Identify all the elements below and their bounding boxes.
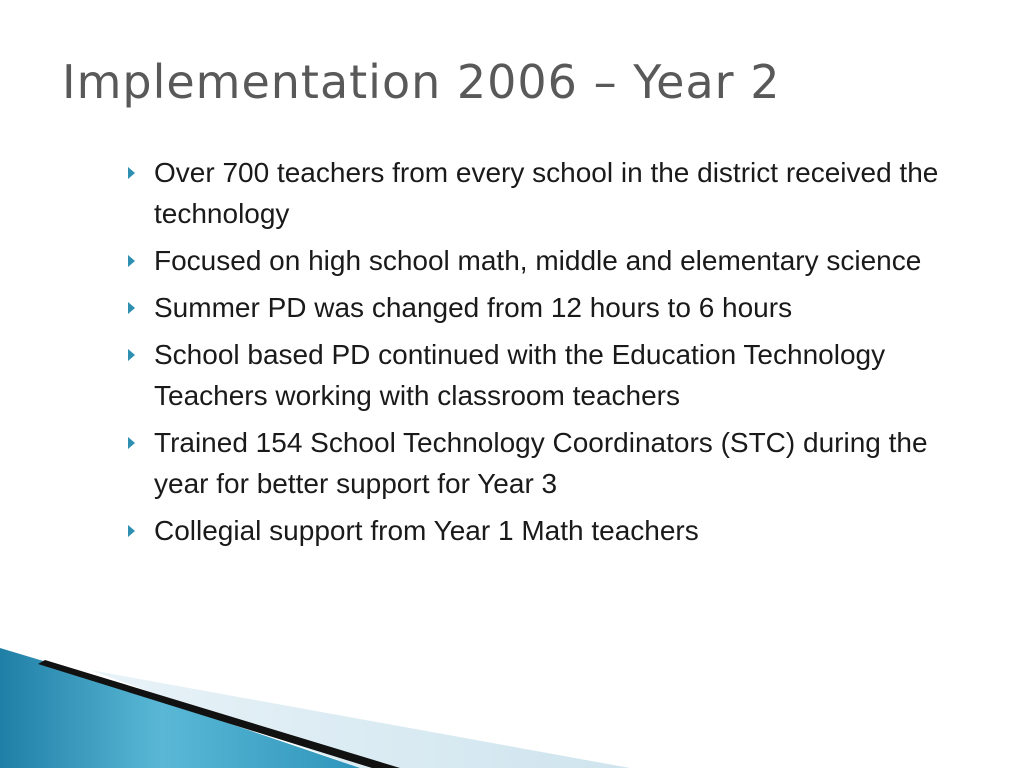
triangle-bullet-icon [128,302,135,314]
bullet-text: Focused on high school math, middle and elementary science [154,245,922,276]
bullet-text: Over 700 teachers from every school in the district received the technology [154,157,939,229]
bullet-list [128,152,948,557]
triangle-bullet-icon [128,349,135,361]
triangle-bullet-icon [128,525,135,537]
bullet-item [128,510,948,551]
bullet-item [128,334,948,416]
bullet-item [128,287,948,328]
slide-title: Implementation 2006 – Year 2 [62,55,781,109]
bullet-text: Collegial support from Year 1 Math teachers [154,515,699,546]
triangle-bullet-icon [128,437,135,449]
bullet-item [128,152,948,234]
bullet-item [128,240,948,281]
bullet-item [128,422,948,504]
triangle-bullet-icon [128,255,135,267]
triangle-bullet-icon [128,167,135,179]
decorative-swoosh [0,640,1024,768]
bullet-text: Summer PD was changed from 12 hours to 6 hours [154,292,793,323]
bullet-text: School based PD continued with the Education Technology Teachers working with classroom teachers [154,339,886,411]
bullet-text: Trained 154 School Technology Coordinators (STC) during the year for better support for Year 3 [154,427,928,499]
